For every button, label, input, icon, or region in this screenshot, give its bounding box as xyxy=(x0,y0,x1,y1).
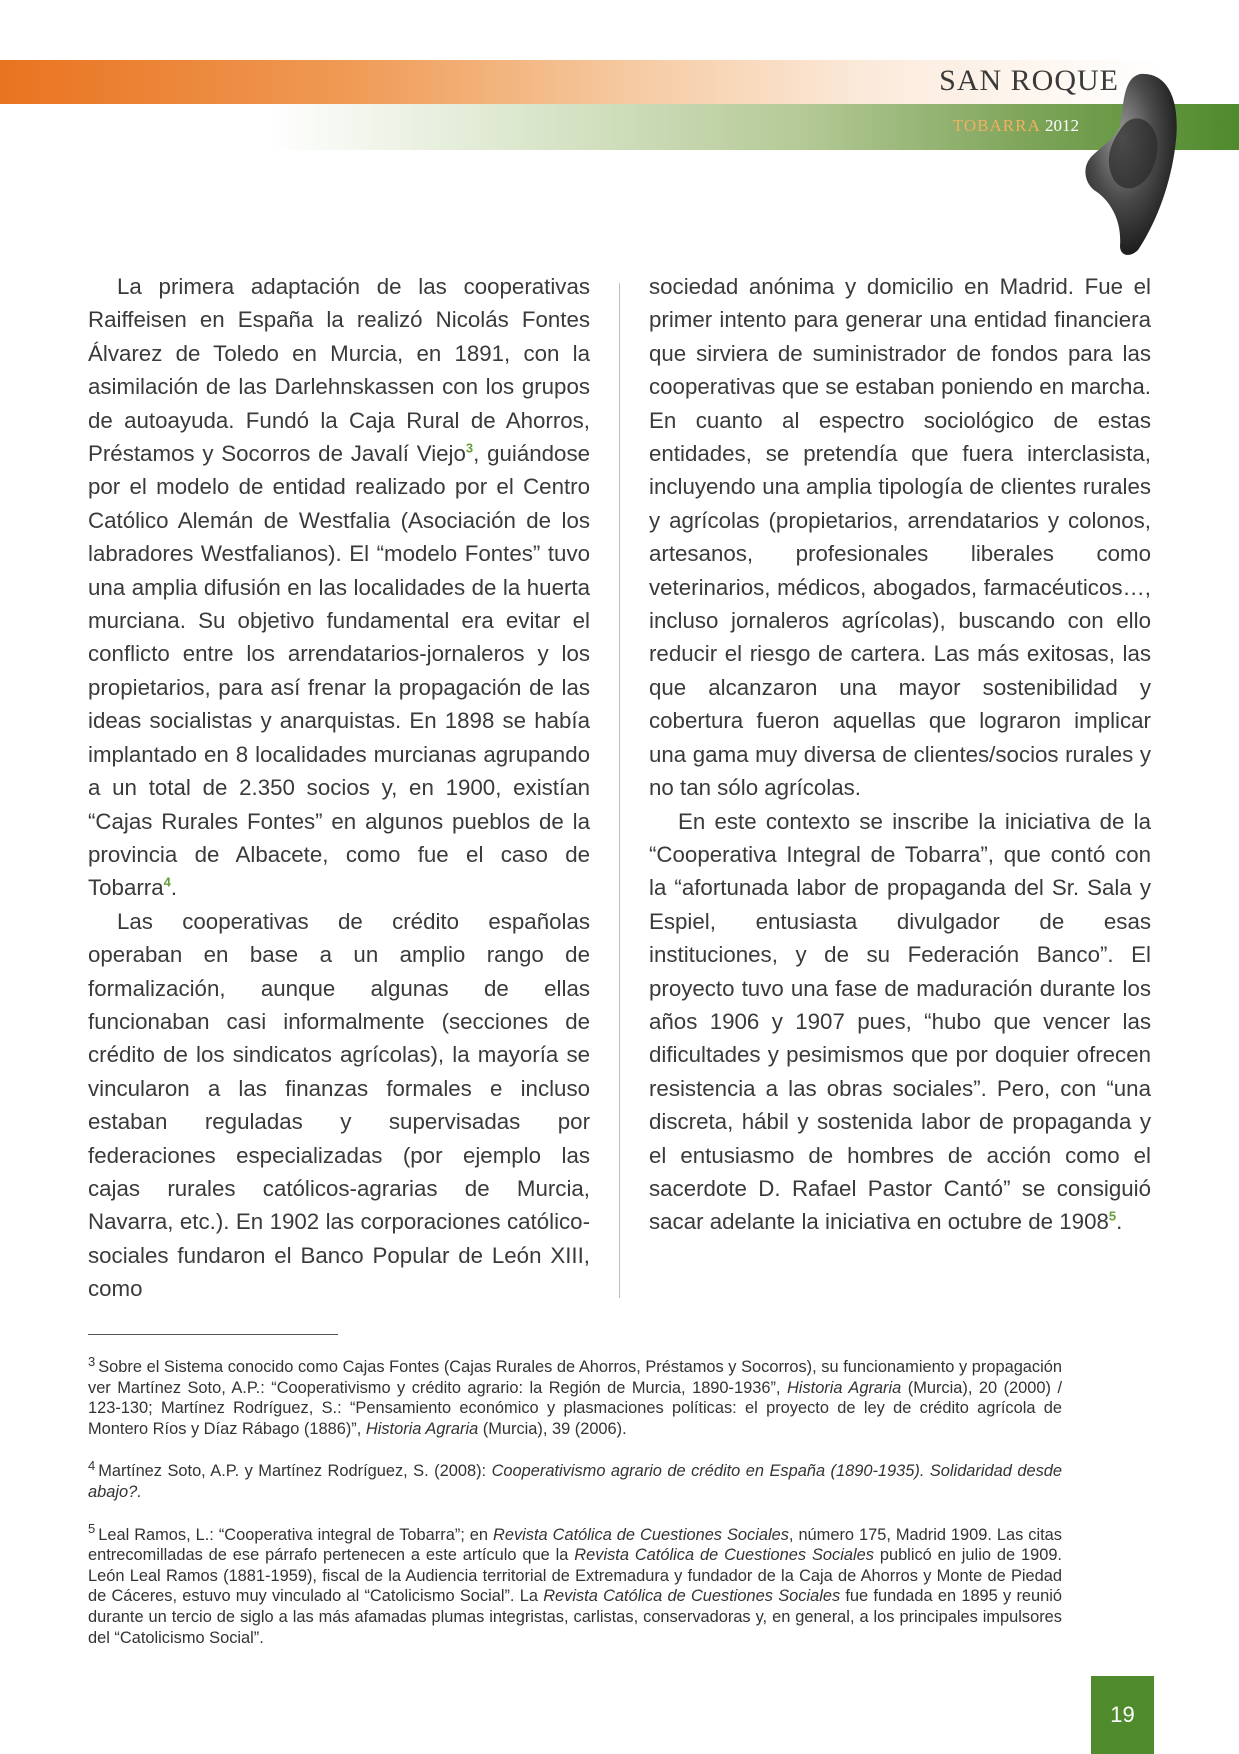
footnotes xyxy=(88,1353,1063,1670)
page-number: 19 xyxy=(1091,1676,1154,1754)
magazine-title: SAN ROQUE xyxy=(939,64,1119,97)
paragraph: sociedad anónima y domicilio en Madrid. Fue el primer intento para generar una entidad financiera que sirviera de suministrador de fondos para las cooperativas que se estaban poniendo en marcha. En cuanto al espectro sociológico de estas entidades, se pretendía que fuera interclasista, incluyendo una amplia tipología de clientes rurales y agrícolas (propietarios, arrendatarios y colonos, artesanos, profesionales liberales como veterinarios, médicos, abogados, farmacéuticos…, incluso jornaleros agrícolas), buscando con ello reducir el riesgo de cartera. Las más exitosas, las que alcanzaron una mayor sostenibilidad y cobertura fueron aquellas que lograron implicar una gama muy diversa de clientes/socios rurales y no tan sólo agrícolas. xyxy=(649,274,1151,801)
footnote-5: $^5$ Leal Ramos, L.: “Cooperativa integral de Tobarra”; en Revista Católica de Cuestiones Sociales, número 175, Madrid 1909. Las citas entrecomilladas de ese párrafo pertenecen a este artículo que la Revista Católica de Cuestiones Sociales publicó en julio de 1909. León Leal Ramos (1881-1959), fiscal de la Audiencia territorial de Extremadura y fundador de la Caja de Ahorros y Monte de Piedad de Cáceres, estuvo muy vinculado al “Catolicismo Social”. La Revista Católica de Cuestiones Sociales fue fundada en 1895 y reunió durante un tercio de siglo a las más afamadas plumas integristas, carlistas, conservadoras y, en general, a los principales impulsores del “Catolicismo Social”. xyxy=(88,1521,1063,1647)
year: 2012 xyxy=(1045,116,1079,135)
paragraph: Las cooperativas de crédito españolas operaban en base a un amplio rango de formalización, aunque algunas de ellas funcionaban casi informalmente (secciones de crédito de los sindicatos agrícolas), la mayoría se vincularon a las finanzas formales e incluso estaban reguladas y supervisadas por federaciones especializadas (por ejemplo las cajas rurales católicos-agrarias de Murcia, Navarra, etc.). En 1902 las corporaciones católico-sociales fundaron el Banco Popular de León XIII, como xyxy=(88,908,590,1302)
footnote-ref[interactable]: 4 xyxy=(163,874,171,890)
place-name: TOBARRA xyxy=(952,116,1041,135)
footnote-separator xyxy=(88,1334,338,1335)
footnote-3: $^3$ Sobre el Sistema conocido como Cajas Fontes (Cajas Rurales de Ahorros, Préstamos y Socorros), su funcionamiento y propagación ver Martínez Soto, A.P.: “Cooperativismo y crédito agrario: la Región de Murcia, 1890-1936”, Historia Agraria (Murcia), 20 (2000) / 123-130; Martínez Rodríguez, S.: “Pensamiento económico y plasmaciones políticas: el proyecto de ley de crédito agrícola de Montero Ríos y Díaz Rábago (1886)”, Historia Agraria (Murcia), 39 (2006). xyxy=(88,1353,1063,1438)
right-column xyxy=(649,270,1151,1239)
paragraph: La primera adaptación de las cooperativas Raiffeisen en España la realizó Nicolás Fontes Álvarez de Toledo en Murcia, en 1891, con la asimilación de las Darlehnskassen con los grupos de autoayuda. Fundó la Caja Rural de Ahorros, Préstamos y Socorros de Javalí Viejo$^3$, guiándose por el modelo de entidad realizado por el Centro Católico Alemán de Westfalia (Asociación de los labradores Westfalianos). El “modelo Fontes” tuvo una amplia difusión en las localidades de la huerta murciana. Su objetivo fundamental era evitar el conflicto entre los arrendatarios-jornaleros y los propietarios, para así frenar la propagación de las ideas socialistas y anarquistas. En 1898 se había implantado en 8 localidades murcianas agrupando a un total de 2.350 socios y, en 1900, existían “Cajas Rurales Fontes” en algunos pueblos de la provincia de Albacete, como fue el caso de Tobarra$^4$. xyxy=(88,274,590,901)
hat-icon xyxy=(1080,70,1190,260)
paragraph: En este contexto se inscribe la iniciativa de la “Cooperativa Integral de Tobarra”, que contó con la “afortunada labor de propaganda del Sr. Sala y Espiel, entusiasta divulgador de esas instituciones, y de su Federación Banco”. El proyecto tuvo una fase de maduración durante los años 1906 y 1907 pues, “hubo que vencer las dificultades y pesimismos que por doquier ofrecen resistencia a las obras sociales”. Pero, con “una discreta, hábil y sostenida labor de propaganda y el entusiasmo de hombres de acción como el sacerdote D. Rafael Pastor Cantó” se consiguió sacar adelante la iniciativa en octubre de 1908$^5$. xyxy=(649,808,1151,1235)
footnote-ref[interactable]: 5 xyxy=(1108,1208,1117,1224)
footnote-ref[interactable]: 3 xyxy=(465,440,474,456)
footnote-4: $^4$ Martínez Soto, A.P. y Martínez Rodríguez, S. (2008): Cooperativismo agrario de crédito en España (1890-1935). Solidaridad desde abajo?. xyxy=(88,1457,1062,1501)
magazine-subtitle xyxy=(953,116,1079,136)
left-column xyxy=(88,270,590,1306)
column-divider xyxy=(619,283,620,1298)
